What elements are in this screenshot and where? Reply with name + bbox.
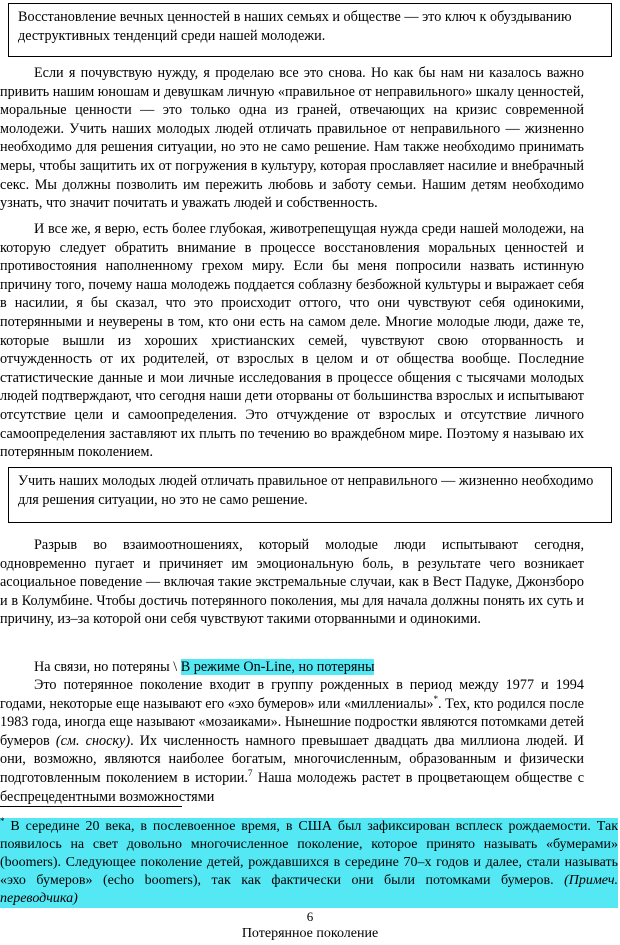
pull-quote-text: Учить наших молодых людей отличать правильное от неправильного — жизненно необходимо для решения ситуации, но это не само решение. — [18, 473, 594, 508]
page-number: 6 — [306, 909, 314, 924]
body-paragraph: Если я почувствую нужду, я проделаю все это снова. Но как бы нам ни казалось важно привить нашим юношам и девушкам личную «правильное от неправильного» шкалу ценностей, моральные ценности — это только одна из граней, отвечающих на кризис современной молодежи. Учить наших молодых людей отличать правильное от неправильного — жизненно необходимо для решения ситуации, но это не само решение. Нам также необходимо принимать меры, чтобы защитить их от погружения в культуру, которая прославляет насилие и внебрачный секс. Мы должны позволить им пережить любовь и заботу семьи. Нашим детям необходимо узнать, что значит почитать и уважать людей и собственность. — [0, 65, 584, 212]
paragraph-text: Наша молодежь растет в процветающем обществе с беспрецедентными возможностями — [0, 769, 584, 805]
translator-note: (Примеч. переводчика) — [0, 873, 618, 906]
running-footer: Потерянное поколение — [241, 926, 379, 941]
footnote-text: В середине 20 века, в послевоенное время, в США был зафиксирован всплеск рождаемости. Так появилось на свет довольно многочисленное поколение, которое принято называть «бумерами» (boomers). Следующее поколение детей, рождавшихся в середине 70–х годов и далее, стали называть «эхо бумеров» (echo boomers), так как фактически они были потомками бумеров. — [0, 819, 618, 888]
paragraph-text: . Их численность намного превышает двадцать два миллиона людей. И они, возможно, являются наиболее богатым, многочисленным, образованным и физически подготовленным поколением в истории. — [0, 732, 584, 786]
endnote-marker: 7 — [247, 767, 253, 778]
section-heading — [0, 658, 584, 677]
heading-alternative: В режиме On-Line, но потеряны — [180, 659, 375, 675]
pull-quote-text: Восстановление вечных ценностей в наших семьях и обществе — это ключ к обуздыванию деструктивных тенденций среди нашей молодежи. — [18, 9, 572, 44]
footnote — [0, 818, 618, 908]
heading-original: На связи, но потеряны \ — [34, 659, 178, 675]
cross-reference: (см. сноску) — [55, 732, 131, 749]
pull-quote-box — [8, 467, 612, 523]
body-paragraph — [0, 676, 584, 806]
footnote-divider — [0, 806, 182, 807]
body-paragraph: И все же, я верю, есть более глубокая, животрепещущая нужда среди нашей молодежи, на которую следует обратить внимание в процессе восстановления моральных ценностей и противостояния наполненному грехом миру. Если бы меня попросили назвать истинную причину того, почему наша молодежь поддается соблазну безбожной культуры и выражает себя в насилии, я бы сказал, что это происходит оттого, что они чувствуют себя одинокими, потерянными и неуверены в том, кто они есть на самом деле. Многие молодые люди, даже те, которые вышли из хороших христианских семей, чувствуют свою оторванность и отчужденность от их родителей, от взрослых в целом и от общества вообще. Последние статистические данные и мои личные исследования в процессе общения с тысячами молодых людей подтверждают, что сегодня наши дети оторваны от большинства взрослых и испытывают отсутствие цели и самоопределения. Это отчуждение от взрослых и отсутствие личного самоопределения заставляют их плыть по течению во враждебном мире. Поэтому я называю их потерянным поколением. — [0, 221, 584, 461]
pull-quote-box — [8, 3, 612, 57]
paragraph-text: . Тех, кто родился после 1983 года, иногда еще называют «мозаиками». Нынешние подростки являются потомками детей бумеров — [0, 695, 584, 749]
paragraph-text: Это потерянное поколение входит в группу рожденных в период между 1977 и 1994 годами, некоторые еще называют его «эхо бумеров» или «миллениалы» — [0, 677, 584, 712]
body-paragraph: Разрыв во взаимоотношениях, который молодые люди испытывают сегодня, одновременно пугает и причиняет им эмоциональную боль, в результате чего возникает асоциальное поведение — включая такие экстремальные случаи, как в Вест Падуке, Джонзборо и в Колумбине. Чтобы достичь потерянного поколения, мы для начала должны понять их суть и причину, из–за которой они себя чувствуют такими оторванными и одинокими. — [0, 537, 584, 628]
footnote-marker: * — [0, 816, 5, 826]
footnote-marker: * — [433, 693, 438, 704]
